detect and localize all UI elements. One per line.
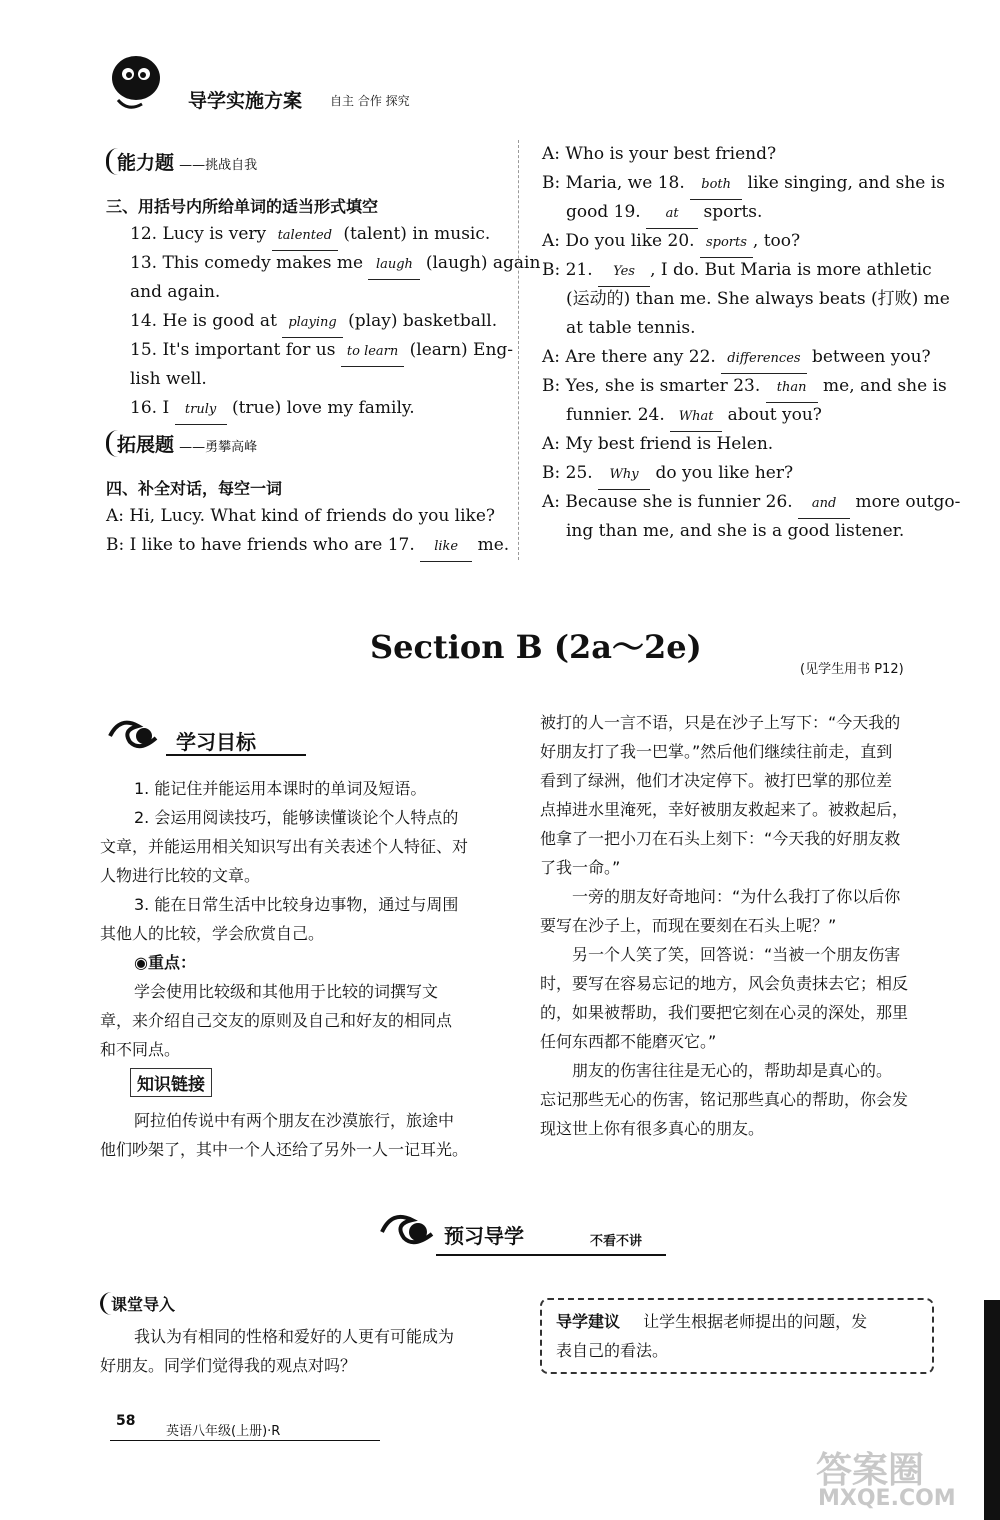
watermark-url: MXQE.COM <box>818 1486 956 1511</box>
question-15: 15. It's important for us to learn (learn) Eng- <box>130 336 513 367</box>
dialog-d13: A: Because she is funnier 26. and more outgo- <box>542 488 960 519</box>
question-14: 14. He is good at playing (play) basketball. <box>130 307 497 338</box>
story-left-2: 他们吵架了，其中一个人还给了另外一人一记耳光。 <box>100 1140 469 1159</box>
advice-line-2: 表自己的看法。 <box>556 1341 669 1360</box>
question-16: 16. I truly (true) love my family. <box>130 394 415 425</box>
advice-label: 导学建议 <box>556 1312 621 1331</box>
story-r3: 看到了绿洲，他们才决定停下。被打巴掌的那位差 <box>540 771 893 790</box>
dialog-d12: B: 25. Why do you like her? <box>542 459 793 490</box>
page-number: 58 <box>116 1413 136 1429</box>
dialog-d10: funnier. 24. What about you? <box>566 401 822 432</box>
dialog-line-a1: A: Hi, Lucy. What kind of friends do you like? <box>106 506 496 526</box>
dialog-d7: at table tennis. <box>566 318 696 338</box>
key-point-2: 章，来介绍自己交友的原则及自己和好友的相同点 <box>100 1011 453 1030</box>
story-r1: 被打的人一言不语，只是在沙子上写下：“今天我的 <box>540 713 901 732</box>
swirl-icon <box>378 1204 438 1260</box>
section-title: Section B (2a～2e) <box>370 628 702 666</box>
dialog-d14: ing than me, and she is a good listener. <box>566 521 905 541</box>
ability-label: 能力题 ——挑战自我 <box>106 148 257 175</box>
goals-banner: 学习目标 <box>106 712 306 760</box>
intro-label: 课堂导入 <box>100 1292 175 1315</box>
dialog-line-b1: B: I like to have friends who are 17. like me. <box>106 531 509 562</box>
section-ref: (见学生用书 P12) <box>800 662 904 677</box>
story-left-1: 阿拉伯传说中有两个朋友在沙漠旅行，旅途中 <box>134 1111 455 1130</box>
question-12: 12. Lucy is very talented (talent) in music. <box>130 220 490 251</box>
intro-text-1: 我认为有相同的性格和爱好的人更有可能成为 <box>134 1327 455 1346</box>
dialog-d9: B: Yes, she is smarter 23. than me, and she is <box>542 372 947 403</box>
mascot-icon <box>98 48 170 116</box>
story-r11: 的，如果被帮助，我们要把它刻在心灵的深处，那里 <box>540 1003 909 1022</box>
dialog-d6: (运动的) than me. She always beats (打败) me <box>566 289 950 309</box>
story-r4: 点掉进水里淹死，幸好被朋友救起来了。被救起后， <box>540 800 909 819</box>
dialog-d1: A: Who is your best friend? <box>542 144 777 164</box>
story-r13: 朋友的伤害往往是无心的，帮助却是真心的。 <box>572 1061 893 1080</box>
preview-banner: 预习导学 不看不讲 <box>378 1204 678 1260</box>
swirl-icon <box>106 712 162 760</box>
goal-1: 1. 能记住并能运用本课时的单词及短语。 <box>134 779 427 798</box>
book-title: 英语八年级(上册)·R <box>166 1424 281 1439</box>
question-13-cont: and again. <box>130 282 221 302</box>
goal-3b: 其他人的比较，学会欣赏自己。 <box>100 924 325 943</box>
header-tags: 自主 合作 探究 <box>330 94 410 108</box>
question-13: 13. This comedy makes me laugh (laugh) again <box>130 249 540 280</box>
story-r15: 现这世上你有很多真心的朋友。 <box>540 1119 765 1138</box>
advice-line-1: 导学建议 让学生根据老师提出的问题，发 <box>556 1312 868 1331</box>
ability-instruction: 三、用括号内所给单词的适当形式填空 <box>106 197 379 216</box>
dialog-d11: A: My best friend is Helen. <box>542 434 774 454</box>
key-point-1: 学会使用比较级和其他用于比较的词撰写文 <box>134 982 439 1001</box>
extension-label: 拓展题 ——勇攀高峰 <box>106 430 257 457</box>
story-r5: 他拿了一把小刀在石头上刻下：“今天我的好朋友救 <box>540 829 901 848</box>
story-r8: 要写在沙子上，而现在要刻在石头上呢？” <box>540 916 837 935</box>
dialog-d4: A: Do you like 20. sports , too? <box>542 227 800 258</box>
extension-instruction: 四、补全对话，每空一词 <box>106 479 283 498</box>
goal-2a: 2. 会运用阅读技巧，能够读懂谈论个人特点的 <box>134 808 459 827</box>
question-15-cont: lish well. <box>130 369 207 389</box>
footer-rule <box>110 1440 380 1441</box>
column-divider <box>518 140 519 560</box>
key-point-label: ◉重点： <box>134 953 196 972</box>
dialog-d8: A: Are there any 22. differences between you? <box>542 343 931 374</box>
watermark-logo: 答案圈 <box>816 1450 925 1491</box>
story-r2: 好朋友打了我一巴掌。”然后他们继续往前走，直到 <box>540 742 893 761</box>
story-r9: 另一个人笑了笑，回答说：“当被一个朋友伤害 <box>572 945 901 964</box>
story-r12: 任何东西都不能磨灭它。” <box>540 1032 717 1051</box>
goal-3a: 3. 能在日常生活中比较身边事物，通过与周围 <box>134 895 459 914</box>
goal-2b: 文章，并能运用相关知识写出有关表述个人特征、对 <box>100 837 469 856</box>
intro-text-2: 好朋友。同学们觉得我的观点对吗？ <box>100 1356 357 1375</box>
goal-2c: 人物进行比较的文章。 <box>100 866 261 885</box>
key-point-3: 和不同点。 <box>100 1040 181 1059</box>
story-r6: 了我一命。” <box>540 858 621 877</box>
knowledge-link-label: 知识链接 <box>130 1068 212 1097</box>
mascot-logo <box>98 48 170 116</box>
story-r7: 一旁的朋友好奇地问：“为什么我打了你以后你 <box>572 887 901 906</box>
dialog-d2: B: Maria, we 18. both like singing, and she is <box>542 169 945 200</box>
page-edge-tab <box>984 1300 1000 1520</box>
dialog-d3: good 19. at sports. <box>566 198 762 229</box>
story-r10: 时，要写在容易忘记的地方，风会负责抹去它；相反 <box>540 974 909 993</box>
header-title: 导学实施方案 <box>188 90 303 112</box>
dialog-d5: B: 21. Yes , I do. But Maria is more athletic <box>542 256 932 287</box>
story-r14: 忘记那些无心的伤害，铭记那些真心的帮助，你会发 <box>540 1090 909 1109</box>
